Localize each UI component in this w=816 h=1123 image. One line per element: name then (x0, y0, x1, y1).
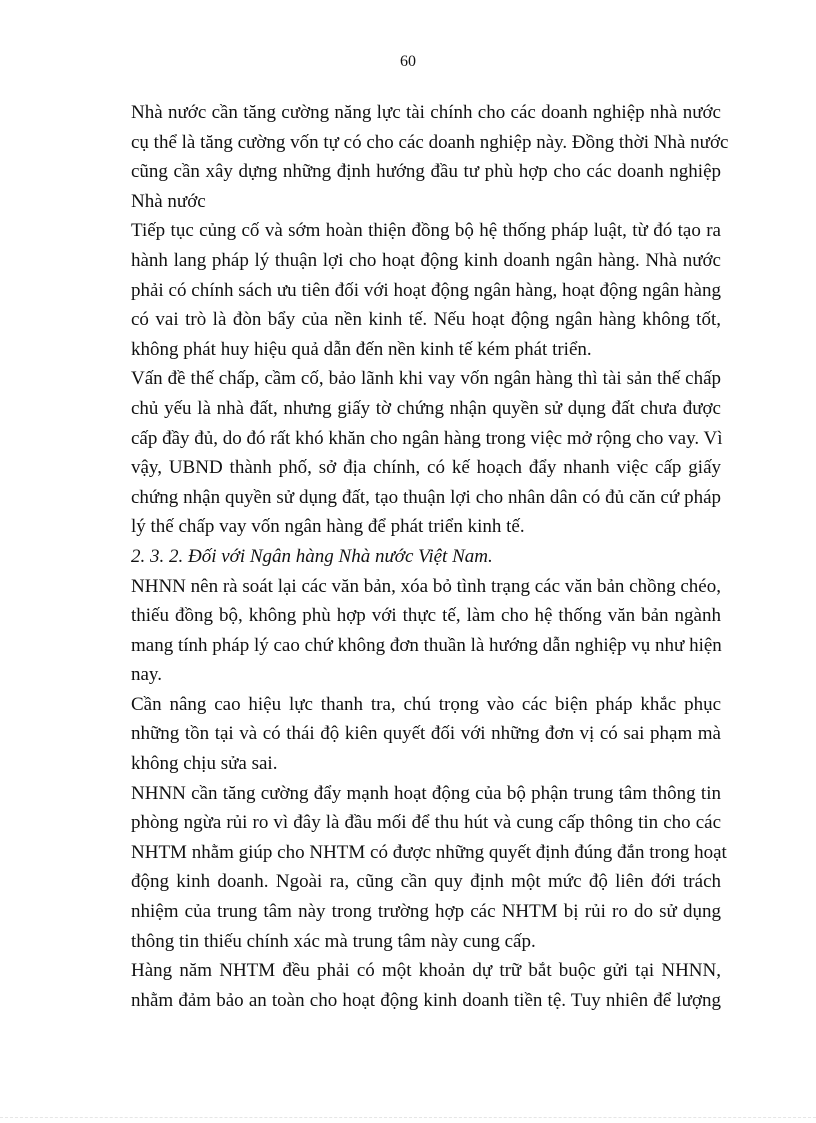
text-line: lý thế chấp vay vốn ngân hàng để phát triển kinh tế. (131, 516, 525, 538)
text-line: không phát huy hiệu quả dẫn đến nền kinh tế kém phát triển. (131, 338, 592, 360)
text-line: hành lang pháp lý thuận lợi cho hoạt động kinh doanh ngân hàng. Nhà nước (131, 249, 721, 271)
text-line: NHNN nên rà soát lại các văn bản, xóa bỏ tình trạng các văn bản chồng chéo, (131, 575, 721, 597)
text-line: cụ thể là tăng cường vốn tự có cho các doanh nghiệp này. Đồng thời Nhà nước (131, 131, 729, 153)
page-number: 60 (400, 53, 416, 70)
paragraph-nhnn-documents (131, 572, 721, 690)
paragraph-mortgage (131, 364, 721, 542)
text-line: cũng cần xây dựng những định hướng đầu tư phù hợp cho các doanh nghiệp (131, 161, 721, 183)
text-line: phòng ngừa rủi ro vì đây là đầu mối để thu hút và cung cấp thông tin cho các (131, 812, 721, 834)
section-heading: 2. 3. 2. Đối với Ngân hàng Nhà nước Việt Nam. (131, 545, 493, 567)
page-bottom-border (0, 1117, 816, 1118)
text-line: nhằm đảm bảo an toàn cho hoạt động kinh doanh tiền tệ. Tuy nhiên để lượng (131, 989, 721, 1011)
paragraph-state-capital (131, 98, 729, 216)
text-line: chứng nhận quyền sử dụng đất, tạo thuận lợi cho nhân dân có đủ căn cứ pháp (131, 486, 721, 508)
text-line: Hàng năm NHTM đều phải có một khoản dự trữ bắt buộc gửi tại NHNN, (131, 960, 721, 982)
text-line: nhiệm của trung tâm này trong trường hợp các NHTM bị rủi ro do sử dụng (131, 901, 721, 923)
paragraph-risk-info-center (131, 779, 727, 957)
text-line: phải có chính sách ưu tiên đối với hoạt động ngân hàng, hoạt động ngân hàng (131, 279, 721, 301)
text-line: chủ yếu là nhà đất, nhưng giấy tờ chứng nhận quyền sử dụng đất chưa được (131, 397, 721, 419)
text-line: không chịu sửa sai. (131, 753, 278, 775)
paragraph-legal-system (131, 216, 721, 364)
text-line: vậy, UBND thành phố, sở địa chính, có kế hoạch đẩy nhanh việc cấp giấy (131, 457, 721, 479)
paragraph-inspection (131, 690, 721, 779)
text-line: Tiếp tục củng cố và sớm hoàn thiện đồng bộ hệ thống pháp luật, từ đó tạo ra (131, 220, 721, 242)
text-line: Nhà nước (131, 190, 206, 212)
text-line: mang tính pháp lý cao chứ không đơn thuần là hướng dẫn nghiệp vụ như hiện (131, 634, 722, 656)
document-body (131, 98, 729, 1015)
text-line: thiếu đồng bộ, không phù hợp với thực tế, làm cho hệ thống văn bản ngành (131, 605, 721, 627)
text-line: thông tin thiếu chính xác mà trung tâm này cung cấp. (131, 930, 536, 952)
text-line: có vai trò là đòn bẩy của nền kinh tế. Nếu hoạt động ngân hàng không tốt, (131, 309, 721, 331)
text-line: động kinh doanh. Ngoài ra, cũng cần quy định một mức độ liên đới trách (131, 871, 721, 893)
text-line: nay. (131, 664, 162, 686)
text-line: Vấn đề thế chấp, cầm cố, bảo lãnh khi vay vốn ngân hàng thì tài sản thế chấp (131, 368, 721, 390)
text-line: Nhà nước cần tăng cường năng lực tài chính cho các doanh nghiệp nhà nước (131, 102, 721, 123)
text-line: NHNN cần tăng cường đẩy mạnh hoạt động của bộ phận trung tâm thông tin (131, 782, 721, 804)
text-line: những tồn tại và có thái độ kiên quyết đối với những đơn vị có sai phạm mà (131, 723, 721, 745)
text-line: NHTM nhằm giúp cho NHTM có được những quyết định đúng đắn trong hoạt (131, 841, 727, 863)
section-heading-wrapper (131, 542, 721, 572)
paragraph-reserve (131, 956, 721, 1015)
text-line: cấp đầy đủ, do đó rất khó khăn cho ngân hàng trong việc mở rộng cho vay. Vì (131, 427, 723, 449)
text-line: Cần nâng cao hiệu lực thanh tra, chú trọng vào các biện pháp khắc phục (131, 693, 721, 715)
